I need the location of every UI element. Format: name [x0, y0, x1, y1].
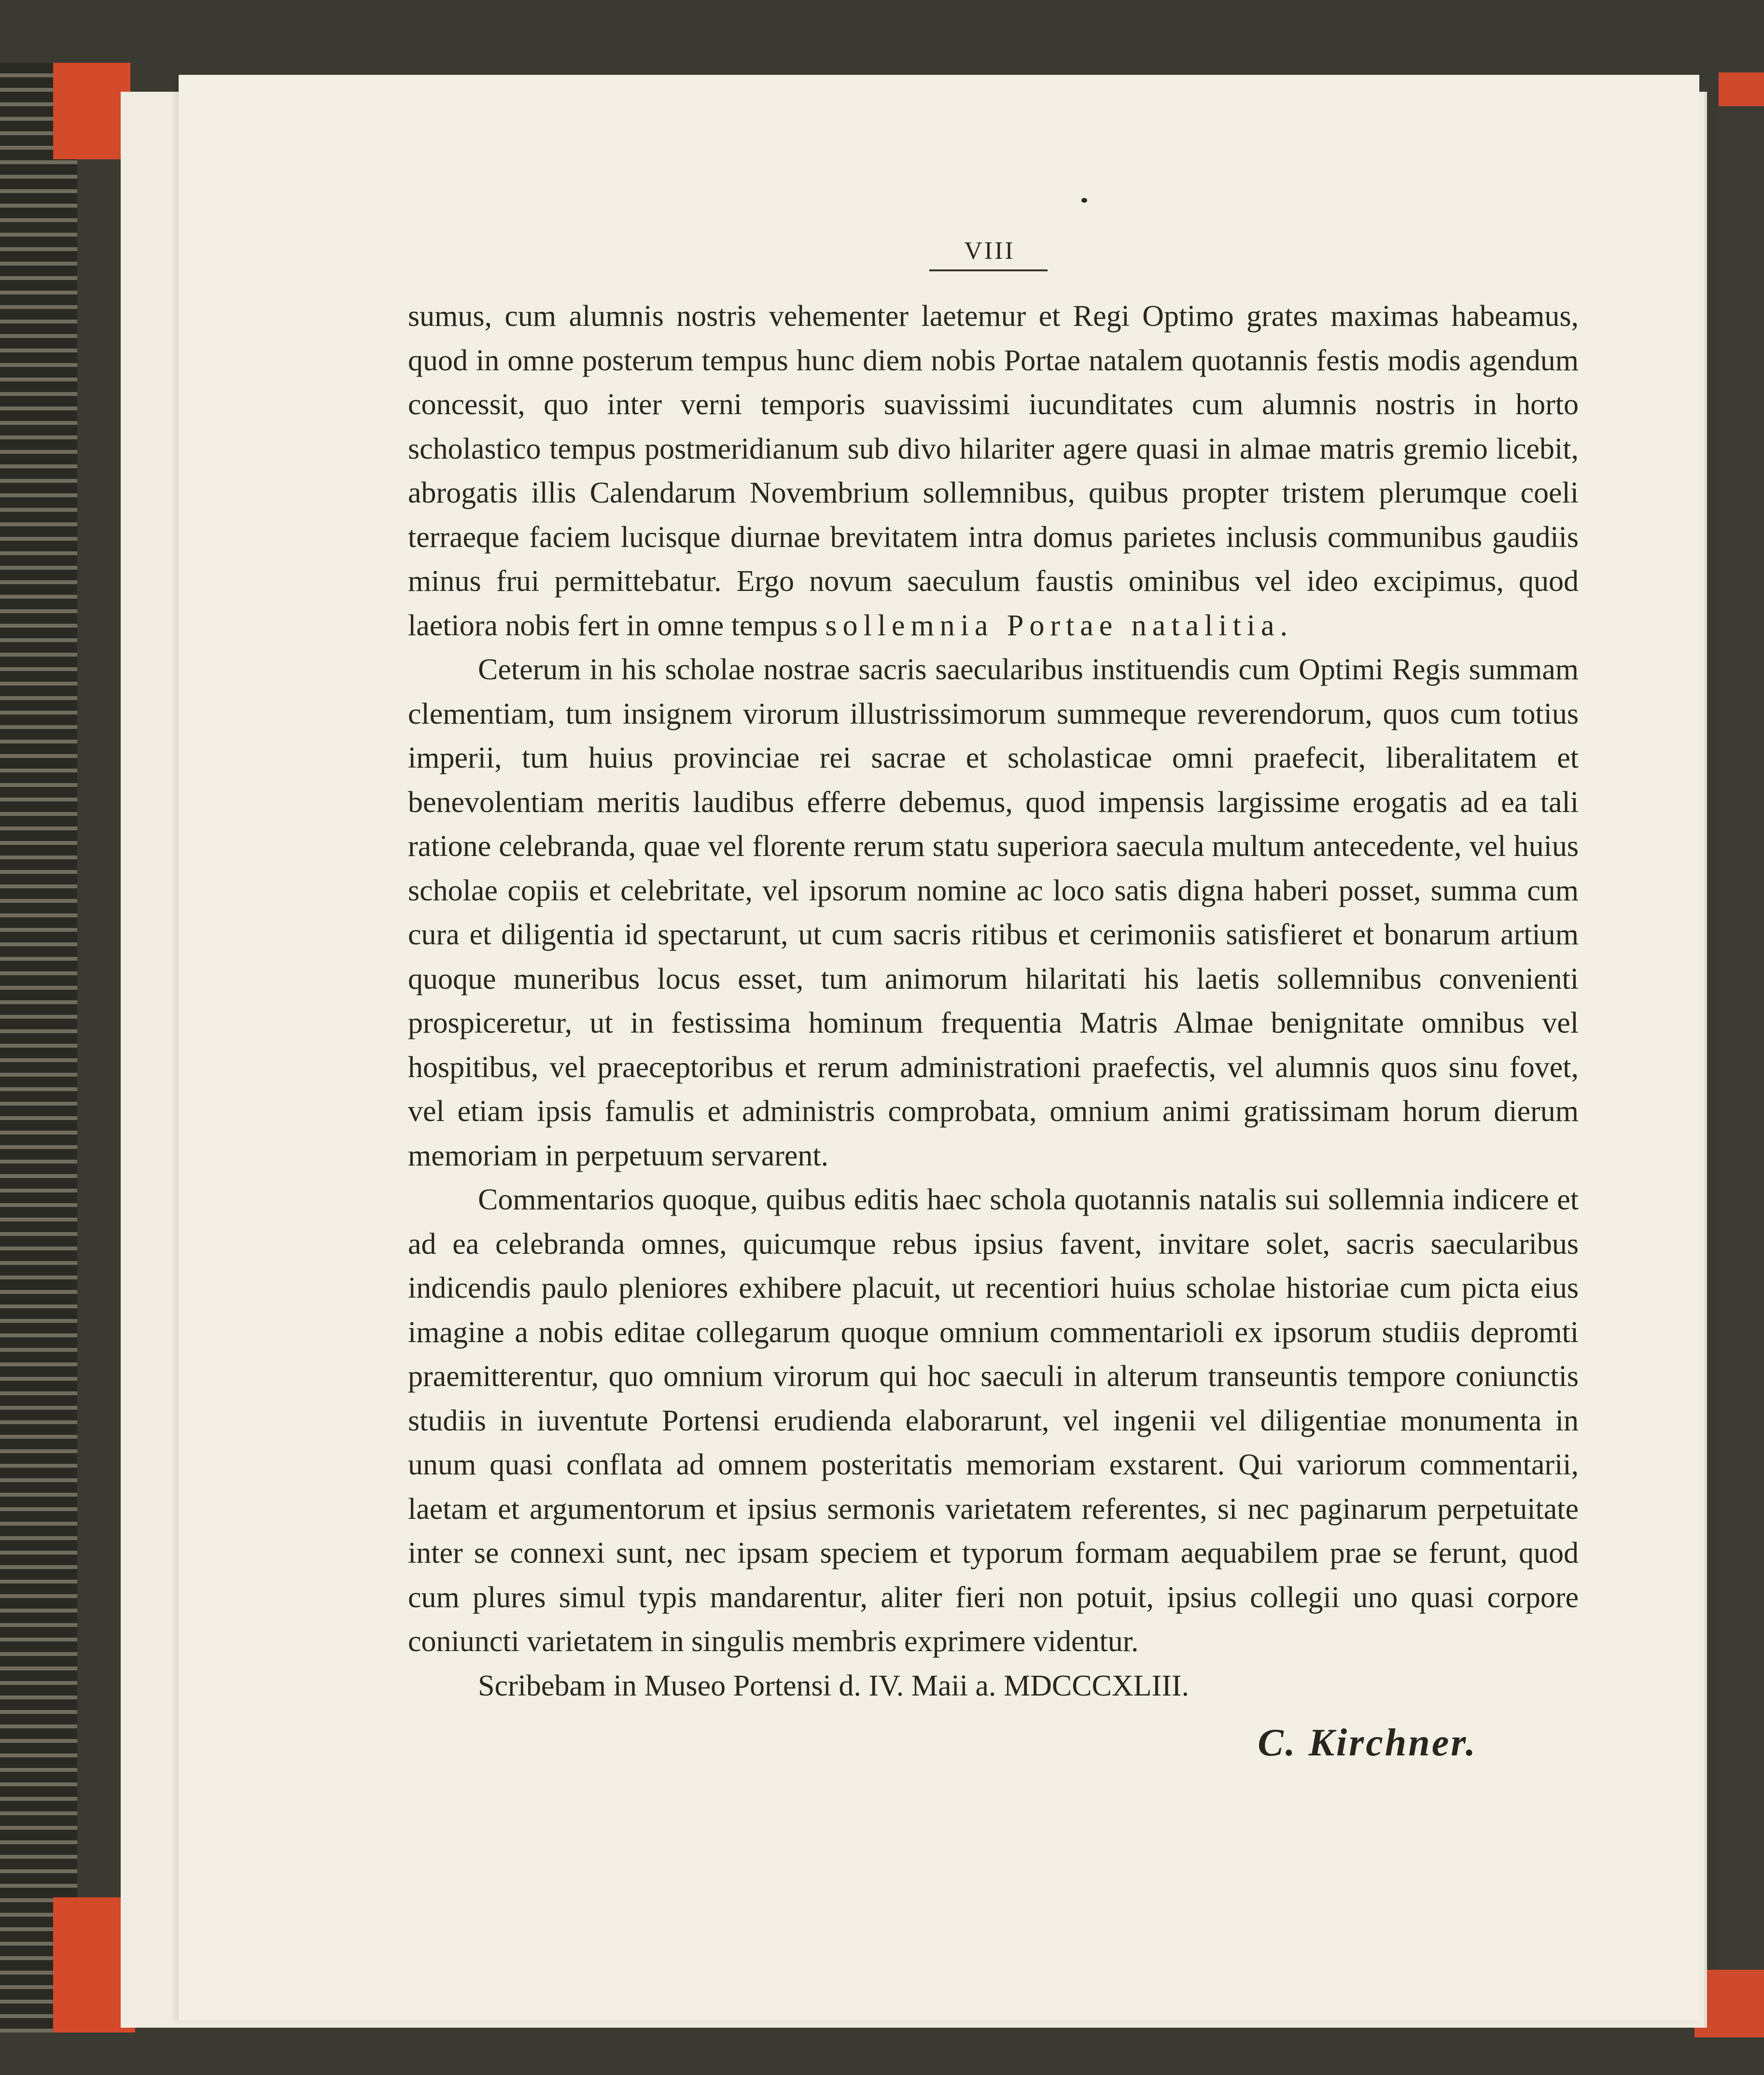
- paragraph-1-text: sumus, cum alumnis nostris vehementer laetemur et Regi Optimo grates maximas habeamus, quod in omne posterum tempus hunc diem nobis Portae natalem quotannis festis modis agendum concessit, quo inter verni temporis suavissimi iucunditates cum alumnis nostris in horto scholastico tempus postmeridianum sub divo hilariter agere quasi in almae matris gremio licebit, abrogatis illis Calendarum Novembrium sollemnibus, quibus propter tristem plerumque coeli terraeque faciem lucisque diurnae brevitatem intra domus parietes inclusis communibus gaudiis minus frui permittebatur. Ergo novum saeculum faustis ominibus vel ideo excipimus, quod laetiora nobis fert in omne tempus: [408, 300, 1579, 642]
- paragraph-3: Commentarios quoque, quibus editis haec schola quotannis natalis sui sollemnia indicere et ad ea celebranda omnes, quicumque rebus ipsius favent, invitare solet, sacris saecularibus indicendis paulo pleniores exhibere placuit, ut recentiori huius scholae historiae cum picta eius imagine a nobis editae collegarum quoque omnium commentarioli ex ipsorum studiis depromti praemitterentur, quo omnium virorum qui hoc saeculi in alterum transeuntis tempore coniunctis studiis in iuventute Portensi erudienda elaborarunt, vel ingenii vel diligentiae monumenta in unum quasi conflata ad omnem posteritatis memoriam exstarent. Qui variorum commentarii, laetam et argumentorum et ipsius sermonis varietatem referentes, si nec paginarum perpetuitate inter se connexi sunt, nec ipsam speciem et typorum formam aequabilem prae se ferunt, quod cum plures simul typis mandarentur, aliter fieri non potuit, ipsius collegii uno quasi corpore coniuncti varietatem in singulis membris exprimere videntur.: [408, 1183, 1579, 1658]
- closing-month: Maii a.: [911, 1669, 996, 1702]
- closing-prefix: Scribebam in Museo Portensi d.: [478, 1669, 861, 1702]
- book-cover-right-edge: [1719, 106, 1764, 1970]
- page-number: VIII: [964, 237, 1015, 265]
- ink-speck: [1081, 198, 1087, 203]
- cover-corner-top-right: [1719, 72, 1764, 106]
- paragraph-1: [408, 294, 1579, 648]
- closing-day: IV.: [868, 1669, 904, 1702]
- body-text: [408, 294, 1579, 1708]
- page-number-rule: [929, 269, 1048, 271]
- paragraph-2: Ceterum in his scholae nostrae sacris saecularibus instituendis cum Optimi Regis summam clementiam, tum insignem virorum illustrissimorum summeque reverendorum, quos cum totius imperii, tum huius provinciae rei sacrae et scholasticae omni praefecit, liberalitatem et benevolentiam meritis laudibus efferre debemus, quod impensis largissime erogatis ad ea tali ratione celebranda, quae vel florente rerum statu superiora saecula multum antecedente, vel huius scholae copiis et celebritate, vel ipsorum nomine ac loco satis digna haberi posset, summa cum cura et diligentia id spectarunt, ut cum sacris ritibus et cerimoniis satisfieret et bonarum artium quoque muneribus locus esset, tum animorum hilaritati his laetis sollemnibus convenienti prospiceretur, ut in festissima hominum frequentia Matris Almae benignitate omnibus vel hospitibus, vel praeceptoribus et rerum administrationi praefectis, vel alumnis quos sinu fovet, vel etiam ipsis famulis et administris comprobata, omnium animi gratissimam horum dierum memoriam in perpetuum servarent.: [408, 653, 1579, 1172]
- signature: C. Kirchner.: [1258, 1722, 1477, 1764]
- paragraph-1-spaced-phrase: sollemnia Portae natalitia.: [825, 609, 1293, 642]
- book-cover-left-edge: [0, 63, 77, 2033]
- closing-line: [408, 1664, 1579, 1709]
- cover-corner-top-left: [53, 63, 130, 159]
- closing-year: MDCCCXLIII.: [1003, 1669, 1189, 1702]
